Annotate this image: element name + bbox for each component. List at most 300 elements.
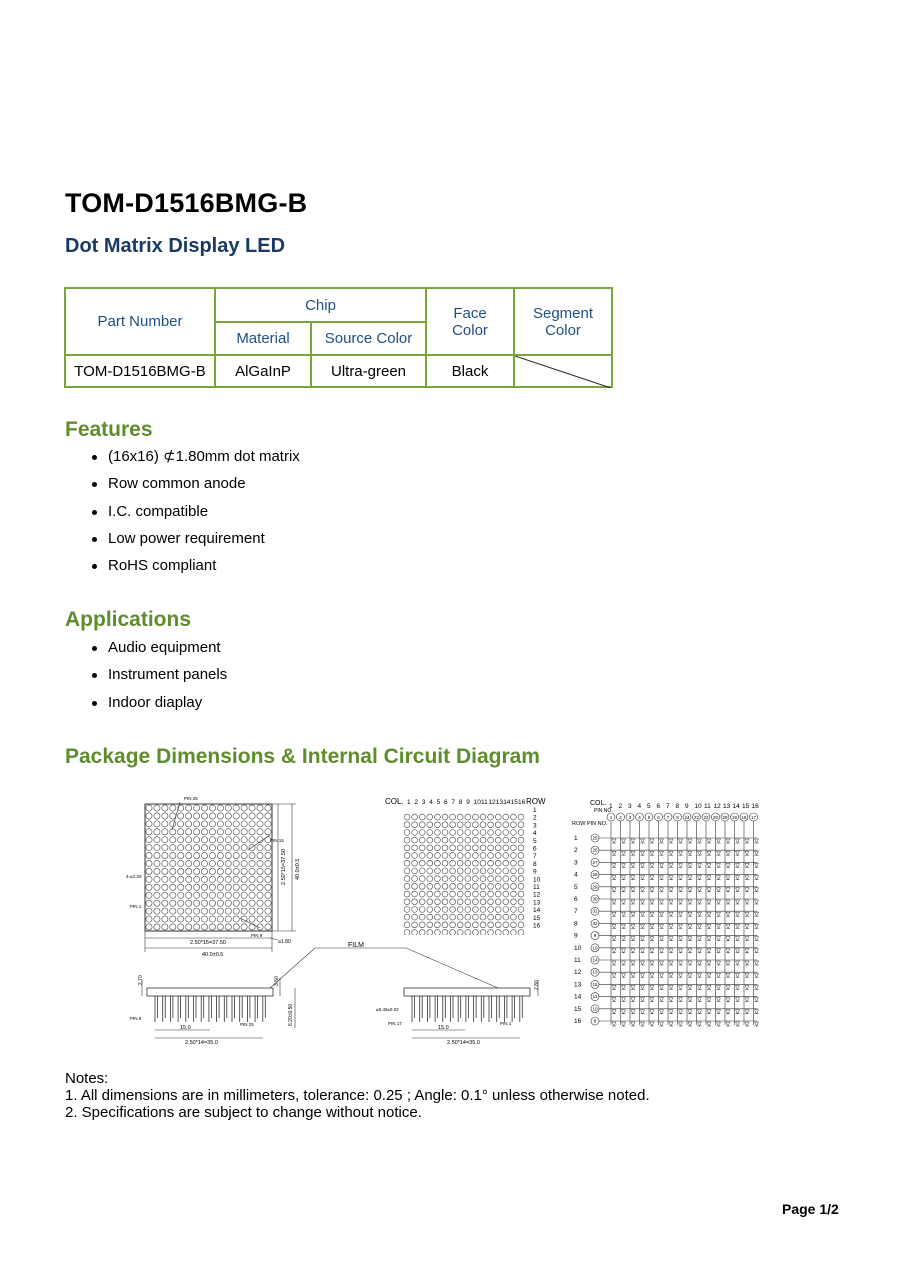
led-diode-symbol (669, 851, 673, 855)
led-diode-symbol (707, 839, 711, 843)
row-number: 2 (533, 814, 537, 822)
col-number: 10 (473, 799, 481, 806)
circuit-col-number: 6 (656, 803, 661, 810)
led-diode-symbol (612, 985, 616, 989)
back-led-dot (488, 876, 494, 882)
back-led-dot (503, 814, 509, 820)
led-diode-symbol (736, 912, 740, 916)
row-number: 9 (533, 868, 537, 876)
back-led-dot (473, 822, 479, 828)
led-diode-symbol (612, 961, 616, 965)
back-led-dot (427, 830, 433, 836)
notes-line-2: 2. Specifications are subject to change without notice. (65, 1104, 422, 1121)
led-diode-symbol (736, 1022, 740, 1026)
led-diode-symbol (631, 1010, 635, 1014)
back-led-dot (518, 876, 524, 882)
back-led-dot (404, 883, 410, 889)
back-led-dot (495, 891, 501, 897)
back-led-dot (465, 891, 471, 897)
led-dot (178, 813, 184, 819)
led-dot (249, 813, 255, 819)
led-diode-symbol (641, 985, 645, 989)
led-diode-symbol (688, 998, 692, 1002)
back-led-dot (465, 930, 471, 935)
header-face-color: Face Color (426, 288, 514, 355)
led-diode-symbol (650, 876, 654, 880)
led-dot (217, 908, 223, 914)
led-dot (186, 908, 192, 914)
circuit-col-number: 11 (704, 803, 711, 810)
col-pin-number: 18 (741, 815, 747, 820)
led-diode-symbol (650, 973, 654, 977)
back-led-dot (435, 837, 441, 843)
back-led-dot (435, 922, 441, 928)
pin9-label: PIN 9 (251, 933, 263, 938)
circuit-col-number: 15 (742, 803, 750, 810)
led-diode-symbol (669, 912, 673, 916)
back-led-dot (435, 853, 441, 859)
back-led-dot (518, 899, 524, 905)
led-dot (146, 852, 152, 858)
led-dot (201, 837, 207, 843)
led-dot (162, 868, 168, 874)
circuit-col-number: 10 (694, 803, 702, 810)
back-led-dot (511, 845, 517, 851)
back-led-dot (503, 876, 509, 882)
led-dot (265, 829, 271, 835)
led-dot (217, 876, 223, 882)
led-diode-symbol (688, 888, 692, 892)
led-dot (265, 860, 271, 866)
led-dot (209, 805, 215, 811)
col-pin-number: 3 (628, 815, 632, 820)
row-number: 13 (533, 899, 541, 907)
led-dot (249, 884, 255, 890)
row-number: 1 (533, 807, 537, 814)
circuit-row-number: 5 (574, 883, 578, 891)
col-number: 15 (510, 799, 518, 806)
led-dot (233, 892, 239, 898)
led-dot (170, 884, 176, 890)
led-dot (209, 845, 215, 851)
col-number: 13 (495, 799, 504, 806)
led-diode-symbol (698, 985, 702, 989)
back-led-dot (511, 876, 517, 882)
back-led-dot (427, 860, 433, 866)
led-diode-symbol (641, 863, 645, 867)
led-diode-symbol (726, 876, 730, 880)
circuit-row-number: 7 (574, 908, 578, 916)
back-led-dot (480, 891, 486, 897)
led-dot (201, 892, 207, 898)
back-led-dot (457, 814, 463, 820)
back-led-dot (511, 868, 517, 874)
led-dot (249, 908, 255, 914)
pitch-horizontal-dimension: 2.50*15=37.50 (190, 940, 226, 946)
back-led-dot (450, 868, 456, 874)
led-diode-symbol (707, 1010, 711, 1014)
led-diode-symbol (650, 912, 654, 916)
back-led-dot (450, 891, 456, 897)
led-dot (249, 916, 255, 922)
led-diode-symbol (660, 949, 664, 953)
led-dot (146, 868, 152, 874)
back-led-dot (442, 914, 448, 920)
col-pin-number: 17 (750, 815, 757, 820)
led-dot (265, 805, 271, 811)
back-led-dot (465, 837, 471, 843)
back-led-dot (465, 876, 471, 882)
features-heading: Features (65, 418, 153, 441)
led-dot (249, 821, 255, 827)
led-dot (233, 805, 239, 811)
led-diode-symbol (669, 1022, 673, 1026)
circuit-matrix (574, 803, 759, 1026)
led-dot (225, 845, 231, 851)
led-dot (241, 805, 247, 811)
led-diode-symbol (707, 888, 711, 892)
page-number: Page 1/2 (782, 1201, 839, 1217)
back-led-dot (442, 899, 448, 905)
back-led-dot (518, 868, 524, 874)
led-diode-symbol (745, 839, 749, 843)
back-led-dot (511, 814, 517, 820)
led-dot (209, 876, 215, 882)
back-led-dot (488, 822, 494, 828)
led-dot (178, 892, 184, 898)
led-dot (193, 813, 199, 819)
back-led-dot (495, 899, 501, 905)
led-dot (249, 868, 255, 874)
led-dot (201, 884, 207, 890)
back-led-dot (404, 914, 410, 920)
led-diode-symbol (726, 888, 730, 892)
led-diode-symbol (755, 961, 759, 965)
back-led-dot (435, 930, 441, 935)
led-dot (209, 908, 215, 914)
led-diode-symbol (622, 863, 626, 867)
led-diode-symbol (612, 1022, 616, 1026)
back-led-dot (518, 822, 524, 828)
led-diode-symbol (641, 1022, 645, 1026)
led-diode-symbol (755, 839, 759, 843)
led-dot (186, 868, 192, 874)
led-diode-symbol (660, 937, 664, 941)
back-led-dot (457, 914, 463, 920)
led-diode-symbol (755, 949, 759, 953)
led-diode-symbol (679, 1010, 683, 1014)
side-view-right-body (404, 988, 530, 996)
led-dot (217, 813, 223, 819)
led-diode-symbol (641, 900, 645, 904)
led-diode-symbol (688, 839, 692, 843)
circuit-row-number: 3 (574, 859, 578, 867)
led-dot (217, 892, 223, 898)
row-pin-number: 30 (592, 896, 598, 902)
col-pin-number: 20 (712, 815, 719, 820)
notes-line-1: 1. All dimensions are in millimeters, tolerance: 0.25 ; Angle: 0.1° unless otherwise noted. (65, 1087, 650, 1104)
notes-section (65, 1070, 650, 1121)
back-led-dot (419, 837, 425, 843)
led-diode-symbol (726, 863, 730, 867)
led-diode-symbol (698, 949, 702, 953)
back-led-dot (518, 930, 524, 935)
led-dot (186, 860, 192, 866)
pin-diameter-dimension: ⌀0.45±0.02 (376, 1007, 399, 1012)
led-dot (225, 900, 231, 906)
row-number: 3 (533, 822, 537, 830)
back-led-dot (465, 883, 471, 889)
led-diode-symbol (698, 912, 702, 916)
col-pin-number: 22 (693, 815, 700, 820)
circuit-col-number: 4 (637, 803, 642, 810)
col-number: 6 (444, 799, 448, 806)
led-diode-symbol (698, 851, 702, 855)
led-diode-symbol (612, 912, 616, 916)
back-led-dot (450, 822, 456, 828)
led-dot (241, 821, 247, 827)
back-led-dot (503, 845, 509, 851)
led-dot (233, 837, 239, 843)
back-led-dot (419, 845, 425, 851)
back-led-dot (450, 899, 456, 905)
back-led-dot (442, 853, 448, 859)
led-dot (209, 924, 215, 930)
led-dot (233, 908, 239, 914)
led-dot (201, 813, 207, 819)
row-number: 10 (533, 876, 541, 884)
back-led-dot (480, 883, 486, 889)
back-led-dot (435, 830, 441, 836)
led-diode-symbol (612, 839, 616, 843)
back-led-dot (488, 891, 494, 897)
led-diode-symbol (707, 961, 711, 965)
led-diode-symbol (736, 876, 740, 880)
led-diode-symbol (679, 1022, 683, 1026)
back-led-dot (442, 830, 448, 836)
led-diode-symbol (622, 973, 626, 977)
col-pin-number: 8 (676, 815, 679, 820)
led-dot (178, 908, 184, 914)
led-dot (201, 852, 207, 858)
back-led-dot (465, 830, 471, 836)
led-diode-symbol (650, 985, 654, 989)
row-number: 7 (533, 853, 537, 861)
led-diode-symbol (679, 851, 683, 855)
led-diode-symbol (612, 900, 616, 904)
led-diode-symbol (612, 888, 616, 892)
led-dot (241, 868, 247, 874)
back-led-dot (427, 899, 433, 905)
led-dot (154, 829, 160, 835)
led-diode-symbol (669, 937, 673, 941)
back-led-dot (435, 883, 441, 889)
led-dot (217, 829, 223, 835)
led-diode-symbol (736, 924, 740, 928)
led-dot (233, 813, 239, 819)
led-diode-symbol (745, 1022, 749, 1026)
led-dot (201, 821, 207, 827)
led-dot (178, 868, 184, 874)
circuit-col-number: 3 (628, 803, 632, 810)
back-led-dot (419, 899, 425, 905)
led-diode-symbol (726, 912, 730, 916)
back-led-dot (495, 883, 501, 889)
back-led-dot (518, 814, 524, 820)
circuit-row-number: 4 (574, 871, 578, 879)
back-led-dot (488, 845, 494, 851)
col-number: 12 (488, 799, 496, 806)
led-dot (186, 884, 192, 890)
led-dot (193, 845, 199, 851)
back-led-dot (427, 868, 433, 874)
back-led-dot (495, 853, 501, 859)
back-led-dot (480, 837, 486, 843)
led-diode-symbol (717, 1010, 721, 1014)
led-dot (233, 876, 239, 882)
led-diode-symbol (717, 851, 721, 855)
col-pin-number: 4 (638, 815, 641, 820)
led-diode-symbol (688, 851, 692, 855)
col-number: 14 (503, 799, 511, 806)
back-led-dot (412, 907, 418, 913)
led-diode-symbol (698, 961, 702, 965)
back-led-dot (435, 891, 441, 897)
dim-15-right: 15.0 (438, 1025, 449, 1031)
back-led-dot (495, 837, 501, 843)
led-dot (170, 908, 176, 914)
led-diode-symbol (726, 985, 730, 989)
back-led-dot (480, 899, 486, 905)
led-dot (217, 884, 223, 890)
back-led-dot (488, 837, 494, 843)
back-led-dot (473, 891, 479, 897)
list-item: RoHS compliant (88, 556, 300, 583)
circuit-col-number: 12 (713, 803, 721, 810)
led-diode-symbol (641, 888, 645, 892)
led-diode-symbol (736, 998, 740, 1002)
led-dot (257, 845, 263, 851)
led-dot (170, 868, 176, 874)
led-diode-symbol (631, 912, 635, 916)
led-dot (225, 805, 231, 811)
led-dot (209, 884, 215, 890)
led-diode-symbol (650, 863, 654, 867)
back-led-dot (457, 883, 463, 889)
back-led-dot (404, 907, 410, 913)
col-pin-number: 19 (731, 815, 738, 820)
front-view-outline (145, 804, 272, 931)
back-led-dot (427, 876, 433, 882)
pin1-label: PIN 1 (130, 904, 142, 909)
back-led-dot (412, 814, 418, 820)
circuit-row-number: 8 (574, 920, 578, 928)
led-diode-symbol (745, 924, 749, 928)
back-led-dot (404, 837, 410, 843)
led-diode-symbol (631, 876, 635, 880)
led-diode-symbol (717, 863, 721, 867)
led-diode-symbol (755, 900, 759, 904)
led-dot (193, 900, 199, 906)
led-diode-symbol (717, 937, 721, 941)
circuit-col-label: COL. (590, 800, 607, 807)
back-led-dot (495, 914, 501, 920)
led-diode-symbol (688, 876, 692, 880)
led-diode-symbol (660, 888, 664, 892)
back-led-dot (427, 914, 433, 920)
led-diode-symbol (622, 851, 626, 855)
back-led-dot (427, 822, 433, 828)
led-dot (217, 924, 223, 930)
list-item: Low power requirement (88, 529, 300, 556)
led-dot (186, 900, 192, 906)
back-led-dot (412, 899, 418, 905)
led-diode-symbol (707, 912, 711, 916)
led-dot (201, 916, 207, 922)
back-led-dot (503, 822, 509, 828)
led-diode-symbol (679, 924, 683, 928)
col-number: 1 (407, 799, 411, 806)
header-source-color: Source Color (311, 322, 426, 355)
led-dot (146, 837, 152, 843)
back-led-dot (412, 922, 418, 928)
led-diode-symbol (688, 912, 692, 916)
col-pin-number: 6 (657, 815, 660, 820)
back-led-dot (480, 907, 486, 913)
led-diode-symbol (745, 998, 749, 1002)
led-dot (162, 916, 168, 922)
led-diode-symbol (688, 961, 692, 965)
back-led-dot (488, 853, 494, 859)
led-dot (162, 845, 168, 851)
led-dot (178, 821, 184, 827)
led-diode-symbol (631, 973, 635, 977)
header-material: Material (215, 322, 311, 355)
led-diode-symbol (717, 839, 721, 843)
led-dot (193, 924, 199, 930)
circuit-row-number: 16 (574, 1018, 582, 1025)
back-led-dot (419, 822, 425, 828)
led-dot (225, 860, 231, 866)
led-dot (241, 892, 247, 898)
back-led-dot (457, 891, 463, 897)
led-diode-symbol (745, 851, 749, 855)
circuit-col-number: 2 (618, 803, 623, 810)
led-diode-symbol (717, 876, 721, 880)
circuit-col-number: 13 (723, 803, 731, 810)
led-diode-symbol (707, 937, 711, 941)
back-led-dot (404, 814, 410, 820)
col-number: 4 (429, 799, 433, 806)
back-led-dot (404, 845, 410, 851)
led-diode-symbol (726, 900, 730, 904)
back-led-dot (419, 930, 425, 935)
col-pin-number: 2 (619, 815, 622, 820)
led-diode-symbol (736, 900, 740, 904)
led-diode-symbol (622, 900, 626, 904)
back-led-dot (419, 883, 425, 889)
back-led-dot (412, 830, 418, 836)
led-dot (154, 821, 160, 827)
back-led-dot (450, 876, 456, 882)
led-dot (249, 860, 255, 866)
led-dot (257, 884, 263, 890)
back-led-dot (488, 883, 494, 889)
led-diode-symbol (755, 888, 759, 892)
back-led-dot (480, 876, 486, 882)
led-dot (186, 829, 192, 835)
circuit-col-number: 9 (685, 803, 689, 810)
